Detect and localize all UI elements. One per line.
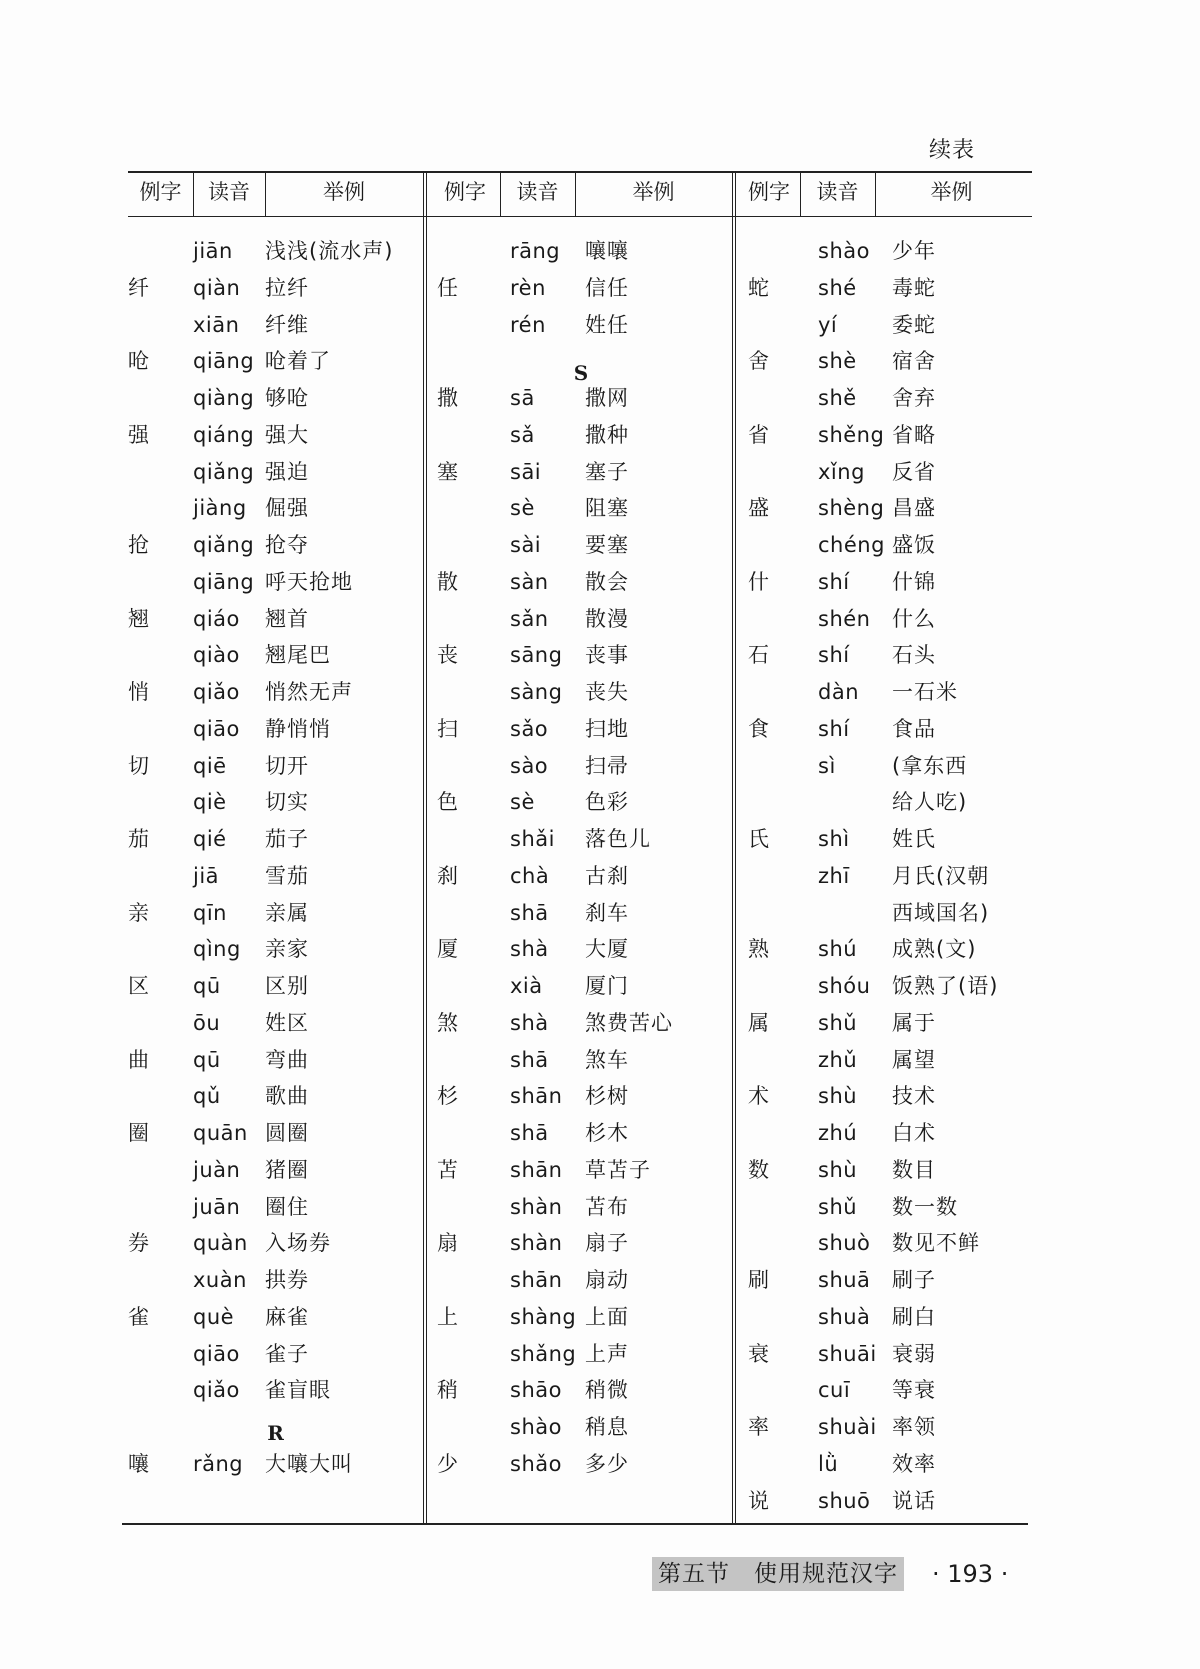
pinyin-reading: shuā <box>818 1268 871 1292</box>
usage-example: 苫布 <box>585 1194 629 1219</box>
example-character: 刹 <box>437 863 458 888</box>
section-letter: R <box>267 1421 284 1445</box>
usage-example: 静悄悄 <box>265 716 331 741</box>
example-character: 省 <box>748 422 769 447</box>
pinyin-reading: chà <box>510 863 550 888</box>
example-character: 食 <box>748 716 769 741</box>
pinyin-reading: shà <box>510 1010 549 1035</box>
usage-example: 上声 <box>585 1341 629 1366</box>
usage-example: 抢夺 <box>265 533 309 557</box>
pinyin-reading: qiāo <box>193 716 240 741</box>
pinyin-reading: jiàng <box>193 496 247 521</box>
example-character: 券 <box>128 1231 149 1256</box>
pinyin-reading: zhú <box>818 1121 858 1145</box>
usage-example: 昌盛 <box>892 496 936 521</box>
pinyin-reading: shā <box>510 900 549 925</box>
example-character: 亲 <box>128 900 149 925</box>
pinyin-reading: shí <box>818 643 850 668</box>
usage-example: 信任 <box>585 275 629 300</box>
column-header: 举例 <box>930 180 973 204</box>
pinyin-reading: qū <box>193 974 221 998</box>
usage-example: 扇子 <box>585 1231 629 1256</box>
pinyin-reading: quān <box>193 1121 248 1145</box>
pinyin-reading: rǎng <box>193 1451 244 1476</box>
table-rule <box>122 1523 1028 1525</box>
usage-example: 要塞 <box>585 533 629 557</box>
pinyin-reading: sā <box>510 386 535 410</box>
pinyin-reading: sè <box>510 496 535 521</box>
example-character: 区 <box>128 974 149 998</box>
pinyin-reading: shuāi <box>818 1341 877 1366</box>
pinyin-reading: shàng <box>510 1304 577 1329</box>
pinyin-reading: rèn <box>510 275 546 300</box>
pinyin-reading: ōu <box>193 1010 221 1035</box>
example-character: 衰 <box>748 1341 769 1366</box>
example-character: 呛 <box>128 349 149 374</box>
usage-example: 率领 <box>892 1415 936 1439</box>
usage-example: 姓任 <box>585 312 629 337</box>
pinyin-reading: shuò <box>818 1231 871 1256</box>
usage-example: 委蛇 <box>892 312 936 337</box>
usage-example: 翘尾巴 <box>265 643 331 668</box>
usage-example: 翘首 <box>265 606 309 631</box>
example-character: 塞 <box>437 459 458 484</box>
example-character: 雀 <box>128 1304 149 1329</box>
usage-example: 煞费苦心 <box>585 1010 673 1035</box>
usage-example: 反省 <box>892 459 936 484</box>
table-rule <box>128 216 1032 217</box>
pinyin-reading: rāng <box>510 239 561 263</box>
example-character: 杉 <box>437 1084 458 1109</box>
usage-example: 阻塞 <box>585 496 629 521</box>
usage-example: 拉纤 <box>265 275 309 300</box>
pinyin-reading: quàn <box>193 1231 248 1256</box>
pinyin-reading: xǐng <box>818 459 865 484</box>
pinyin-reading: sàn <box>510 569 549 594</box>
usage-example: 食品 <box>892 716 936 741</box>
usage-example: 等衰 <box>892 1378 936 1403</box>
usage-example: 强大 <box>265 422 309 447</box>
example-character: 厦 <box>437 937 458 962</box>
usage-example: 茄子 <box>265 827 309 851</box>
pinyin-reading: shě <box>818 386 857 410</box>
pinyin-reading: shā <box>510 1047 549 1072</box>
pinyin-reading: rén <box>510 312 546 337</box>
example-character: 什 <box>748 569 769 594</box>
usage-example: 姓氏 <box>892 827 936 851</box>
pinyin-reading: sǎo <box>510 716 549 741</box>
column-header: 例字 <box>444 180 486 204</box>
pinyin-reading: shāo <box>510 1378 562 1403</box>
usage-example: 歌曲 <box>265 1084 309 1109</box>
usage-example: 呼天抢地 <box>265 569 353 594</box>
usage-example: 塞子 <box>585 459 629 484</box>
pinyin-reading: qīn <box>193 900 227 925</box>
example-character: 刷 <box>748 1268 769 1292</box>
usage-example: 拱券 <box>265 1268 309 1292</box>
pinyin-reading: qū <box>193 1047 221 1072</box>
pinyin-reading: shú <box>818 937 858 962</box>
pinyin-reading: qiàn <box>193 275 241 300</box>
usage-example: 数见不鲜 <box>892 1231 980 1256</box>
usage-example: 撒网 <box>585 386 629 410</box>
pinyin-reading: shuà <box>818 1304 871 1329</box>
usage-example: 丧失 <box>585 680 629 704</box>
usage-example: 姓区 <box>265 1010 309 1035</box>
usage-example: 悄然无声 <box>265 680 353 704</box>
usage-example: 切实 <box>265 790 309 815</box>
example-character: 圈 <box>128 1121 149 1145</box>
usage-example: 数目 <box>892 1157 936 1182</box>
block-separator <box>423 171 424 1525</box>
usage-example: 大厦 <box>585 937 629 962</box>
usage-example: 入场券 <box>265 1231 331 1256</box>
pinyin-reading: qiào <box>193 643 240 668</box>
footer-section-title: 第五节 使用规范汉字 <box>652 1557 904 1591</box>
usage-example: 刷子 <box>892 1268 936 1292</box>
page-number: · 193 · <box>932 1560 1009 1588</box>
usage-example: 散会 <box>585 569 629 594</box>
usage-example: 扇动 <box>585 1268 629 1292</box>
pinyin-reading: qiāng <box>193 569 255 594</box>
usage-example: (拿东西 <box>892 753 968 778</box>
pinyin-reading: jiān <box>193 239 233 263</box>
pinyin-reading: qìng <box>193 937 241 962</box>
usage-example: 草苫子 <box>585 1157 651 1182</box>
pinyin-reading: qiē <box>193 753 227 778</box>
example-character: 纤 <box>128 275 149 300</box>
usage-example: 古刹 <box>585 863 629 888</box>
column-header: 读音 <box>208 180 250 204</box>
example-character: 茄 <box>128 827 149 851</box>
usage-example: 上面 <box>585 1304 629 1329</box>
pinyin-reading: zhǔ <box>818 1047 858 1072</box>
pinyin-reading: qié <box>193 827 227 851</box>
example-character: 扇 <box>437 1231 458 1256</box>
pinyin-reading: dàn <box>818 680 860 704</box>
column-header: 例字 <box>748 180 790 204</box>
example-character: 苫 <box>437 1157 458 1182</box>
usage-example: 杉树 <box>585 1084 629 1109</box>
example-character: 扫 <box>437 716 458 741</box>
example-character: 丧 <box>437 643 458 668</box>
usage-example: 什么 <box>892 606 936 631</box>
pinyin-reading: qiàng <box>193 386 255 410</box>
usage-example: 纤维 <box>265 312 309 337</box>
usage-example: 多少 <box>585 1451 629 1476</box>
usage-example: 稍息 <box>585 1415 629 1439</box>
usage-example: 色彩 <box>585 790 629 815</box>
example-character: 氏 <box>748 827 769 851</box>
example-character: 术 <box>748 1084 769 1109</box>
usage-example: 杉木 <box>585 1121 629 1145</box>
pinyin-reading: juān <box>193 1194 241 1219</box>
example-character: 舍 <box>748 349 769 374</box>
usage-example: 稍微 <box>585 1378 629 1403</box>
pinyin-reading: juàn <box>193 1157 241 1182</box>
usage-example: 毒蛇 <box>892 275 936 300</box>
usage-example: 说话 <box>892 1488 936 1513</box>
usage-example: 撒种 <box>585 422 629 447</box>
usage-example: 猪圈 <box>265 1157 309 1182</box>
usage-example: 强迫 <box>265 459 309 484</box>
column-header: 举例 <box>632 180 675 204</box>
column-header: 读音 <box>516 180 559 204</box>
pinyin-reading: qiǎo <box>193 680 240 704</box>
usage-example: 厦门 <box>585 974 629 998</box>
pinyin-reading: shuō <box>818 1488 871 1513</box>
example-character: 撒 <box>437 386 458 410</box>
usage-example: 给人吃) <box>892 790 968 815</box>
pinyin-reading: sè <box>510 790 535 815</box>
usage-example: 落色儿 <box>585 827 651 851</box>
usage-example: 圈住 <box>265 1194 309 1219</box>
usage-example: 宿舍 <box>892 349 936 374</box>
pinyin-reading: shǎng <box>510 1341 577 1366</box>
pinyin-reading: qiáng <box>193 422 255 447</box>
pinyin-reading: sàng <box>510 680 563 704</box>
usage-example: 数一数 <box>892 1194 958 1219</box>
pinyin-reading: shān <box>510 1157 563 1182</box>
pinyin-reading: qiǎo <box>193 1378 240 1403</box>
pinyin-reading: xuàn <box>193 1268 247 1292</box>
usage-example: 弯曲 <box>265 1047 309 1072</box>
pinyin-reading: shào <box>510 1415 562 1439</box>
pinyin-reading: shǎi <box>510 827 555 851</box>
example-character: 强 <box>128 422 149 447</box>
pinyin-reading: sǎ <box>510 422 535 447</box>
usage-example: 饭熟了(语) <box>892 974 999 998</box>
usage-example: 散漫 <box>585 606 629 631</box>
usage-example: 煞车 <box>585 1047 629 1072</box>
example-character: 嚷 <box>128 1451 149 1476</box>
pinyin-reading: shǔ <box>818 1194 858 1219</box>
usage-example: 什锦 <box>892 569 936 594</box>
pinyin-reading: shàn <box>510 1231 563 1256</box>
usage-example: 浅浅(流水声) <box>265 239 394 263</box>
pinyin-reading: què <box>193 1304 235 1329</box>
usage-example: 丧事 <box>585 643 629 668</box>
pinyin-reading: sào <box>510 753 549 778</box>
usage-example: 嚷嚷 <box>585 239 629 263</box>
pinyin-reading: zhī <box>818 863 850 888</box>
pinyin-reading: shuài <box>818 1415 877 1439</box>
pinyin-reading: shén <box>818 606 871 631</box>
usage-example: 大嚷大叫 <box>265 1451 353 1476</box>
pinyin-reading: shān <box>510 1268 563 1292</box>
example-character: 熟 <box>748 937 769 962</box>
pinyin-reading: jiā <box>193 863 220 888</box>
pinyin-reading: qiáo <box>193 606 240 631</box>
example-character: 石 <box>748 643 769 668</box>
pinyin-reading: shé <box>818 275 857 300</box>
section-letter: S <box>573 361 589 386</box>
example-character: 数 <box>748 1157 769 1182</box>
usage-example: 亲家 <box>265 937 309 962</box>
column-header: 例字 <box>139 180 182 204</box>
usage-example: 盛饭 <box>892 533 936 557</box>
pinyin-reading: shǎo <box>510 1451 562 1476</box>
pinyin-reading: chéng <box>818 533 885 557</box>
example-character: 悄 <box>128 680 149 704</box>
usage-example: 属望 <box>892 1047 936 1072</box>
pinyin-reading: shè <box>818 349 857 374</box>
usage-example: 成熟(文) <box>892 937 977 962</box>
pinyin-reading: shí <box>818 569 850 594</box>
pinyin-reading: shàn <box>510 1194 563 1219</box>
usage-example: 刹车 <box>585 900 629 925</box>
example-character: 煞 <box>437 1010 458 1035</box>
pinyin-reading: shí <box>818 716 850 741</box>
example-character: 曲 <box>128 1047 149 1072</box>
pinyin-reading: qiāng <box>193 349 255 374</box>
usage-example: 白术 <box>892 1121 936 1145</box>
usage-example: 区别 <box>265 974 309 998</box>
usage-example: 一石米 <box>892 680 958 704</box>
example-character: 切 <box>128 753 149 778</box>
pinyin-reading: sāi <box>510 459 542 484</box>
pinyin-reading: shào <box>818 239 870 263</box>
usage-example: 月氏(汉朝 <box>892 863 990 888</box>
usage-example: 圆圈 <box>265 1121 309 1145</box>
pinyin-reading: xiān <box>193 312 240 337</box>
usage-example: 少年 <box>892 239 936 263</box>
example-character: 说 <box>748 1488 769 1513</box>
usage-example: 够呛 <box>265 386 309 410</box>
pinyin-reading: qiè <box>193 790 227 815</box>
usage-example: 扫帚 <box>585 753 629 778</box>
example-character: 色 <box>437 790 458 815</box>
pinyin-reading: sāng <box>510 643 563 668</box>
example-character: 盛 <box>748 496 769 521</box>
pinyin-reading: shù <box>818 1157 858 1182</box>
usage-example: 雀子 <box>265 1341 309 1366</box>
usage-example: 效率 <box>892 1451 936 1476</box>
pinyin-reading: shān <box>510 1084 563 1109</box>
usage-example: 石头 <box>892 643 936 668</box>
column-header: 读音 <box>816 180 859 204</box>
block-separator <box>735 171 736 1525</box>
pinyin-reading: sài <box>510 533 542 557</box>
pinyin-reading: xià <box>510 974 543 998</box>
usage-example: 技术 <box>892 1084 936 1109</box>
example-character: 属 <box>748 1010 769 1035</box>
example-character: 任 <box>437 275 458 300</box>
continued-label: 续表 <box>928 138 975 163</box>
pinyin-reading: cuī <box>818 1378 851 1403</box>
example-character: 稍 <box>437 1378 458 1403</box>
usage-example: 扫地 <box>585 716 629 741</box>
pinyin-reading: sǎn <box>510 606 549 631</box>
usage-example: 属于 <box>892 1010 936 1035</box>
block-separator <box>732 171 733 1525</box>
column-header: 举例 <box>323 180 365 204</box>
usage-example: 麻雀 <box>265 1304 309 1329</box>
pinyin-reading: yí <box>818 312 838 337</box>
pinyin-reading: shǔ <box>818 1010 858 1035</box>
example-character: 上 <box>437 1304 458 1329</box>
usage-example: 亲属 <box>265 900 309 925</box>
usage-example: 呛着了 <box>265 349 331 374</box>
pinyin-reading: shěng <box>818 422 885 447</box>
pinyin-reading: qiǎng <box>193 459 255 484</box>
pinyin-reading: sì <box>818 753 836 778</box>
example-character: 散 <box>437 569 458 594</box>
example-character: 蛇 <box>748 275 769 300</box>
usage-example: 衰弱 <box>892 1341 936 1366</box>
example-character: 少 <box>437 1451 458 1476</box>
usage-example: 西域国名) <box>892 900 990 925</box>
usage-example: 雪茄 <box>265 863 309 888</box>
pinyin-reading: shèng <box>818 496 885 521</box>
usage-example: 刷白 <box>892 1304 936 1329</box>
block-separator <box>426 171 427 1525</box>
example-character: 率 <box>748 1415 769 1439</box>
pinyin-reading: shì <box>818 827 850 851</box>
pinyin-reading: lǜ <box>818 1451 839 1476</box>
usage-example: 舍弃 <box>892 386 936 410</box>
pinyin-reading: qǔ <box>193 1084 221 1109</box>
pinyin-reading: qiǎng <box>193 533 255 557</box>
usage-example: 省略 <box>892 422 936 447</box>
pinyin-reading: shóu <box>818 974 871 998</box>
pinyin-reading: shà <box>510 937 549 962</box>
pinyin-reading: shù <box>818 1084 858 1109</box>
usage-example: 切开 <box>265 753 309 778</box>
usage-example: 倔强 <box>265 496 309 521</box>
example-character: 抢 <box>128 533 149 557</box>
example-character: 翘 <box>128 606 149 631</box>
usage-example: 雀盲眼 <box>265 1378 331 1403</box>
pinyin-reading: shā <box>510 1121 549 1145</box>
pinyin-reading: qiāo <box>193 1341 240 1366</box>
